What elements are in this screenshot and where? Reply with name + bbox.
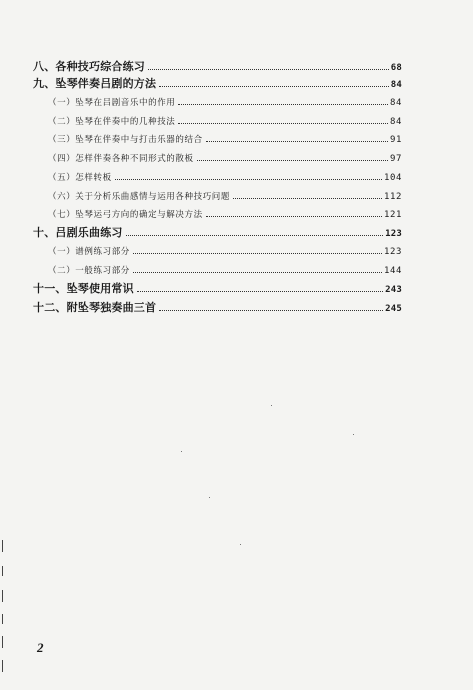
toc-entry-title: （三）坠琴在伴奏中与打击乐器的结合 (48, 135, 203, 145)
toc-entry-page: 84 (389, 117, 402, 127)
toc-entry-title: （五）怎样转板 (48, 173, 112, 183)
dot-leader (159, 85, 389, 87)
scan-speck (353, 434, 354, 435)
toc-entry-title: （二）坠琴在伴奏中的几种技法 (48, 117, 176, 127)
dot-leader (197, 159, 388, 161)
toc-entry-section-9-6 (48, 191, 402, 203)
toc-entry-page: 112 (383, 192, 402, 202)
scan-edge-mark (2, 660, 3, 672)
toc-entry-section-9-5 (48, 172, 402, 184)
toc-entry-chapter-12 (33, 302, 402, 315)
dot-leader (178, 122, 388, 124)
toc-entry-section-9-3 (48, 134, 402, 146)
dot-leader (159, 309, 383, 311)
toc-entry-page: 243 (385, 285, 402, 295)
scan-edge-mark (2, 590, 3, 602)
dot-leader (133, 271, 382, 273)
scan-speck (271, 405, 272, 406)
scan-speck (240, 544, 241, 545)
scan-speck (181, 451, 182, 452)
scan-edge-mark (2, 614, 3, 624)
dot-leader (206, 140, 388, 142)
toc-entry-title: 十一、坠琴使用常识 (33, 282, 134, 295)
toc-entry-title: （七）坠琴运弓方向的确定与解决方法 (48, 210, 203, 220)
toc-entry-section-10-2 (48, 265, 402, 277)
toc-entry-title: 十二、附坠琴独奏曲三首 (33, 301, 157, 314)
toc-entry-page: 97 (389, 154, 402, 164)
dot-leader (126, 234, 384, 236)
scan-edge-mark (2, 540, 3, 552)
toc-entry-title: 九、坠琴伴奏吕剧的方法 (33, 77, 157, 90)
toc-entry-chapter-9 (33, 78, 402, 91)
toc-entry-page: 84 (390, 80, 402, 90)
toc-entry-page: 123 (385, 229, 402, 239)
dot-leader (206, 215, 382, 217)
dot-leader (133, 252, 382, 254)
scan-edge-mark (2, 566, 3, 576)
toc-entry-chapter-10 (33, 227, 402, 240)
toc-entry-section-9-4 (48, 153, 402, 165)
dot-leader (233, 197, 382, 199)
toc-entry-title: （六）关于分析乐曲感情与运用各种技巧问题 (48, 192, 231, 202)
toc-entry-title: 八、各种技巧综合练习 (33, 60, 145, 73)
toc-entry-page: 91 (389, 135, 402, 145)
dot-leader (137, 290, 383, 292)
toc-entry-page: 121 (383, 210, 402, 220)
toc-entry-chapter-11 (33, 283, 402, 296)
dot-leader (148, 68, 389, 70)
scan-speck (209, 497, 210, 498)
toc-entry-page: 123 (383, 247, 402, 257)
toc-entry-title: （二）一般练习部分 (48, 266, 130, 276)
toc-entry-page: 245 (385, 304, 402, 314)
dot-leader (178, 103, 388, 105)
page-number: 2 (37, 640, 44, 655)
toc-entry-title: （一）谱例练习部分 (48, 247, 130, 257)
dot-leader (115, 178, 382, 180)
toc-entry-section-9-2 (48, 116, 402, 128)
scan-edge-mark (2, 636, 3, 648)
toc-entry-page: 68 (390, 63, 402, 73)
toc-entry-section-9-7 (48, 209, 402, 221)
toc-entry-page: 144 (383, 266, 402, 276)
toc-entry-section-10-1 (48, 246, 402, 258)
toc-entry-page: 104 (383, 173, 402, 183)
toc-entry-section-9-1 (48, 97, 402, 109)
toc-entry-title: （一）坠琴在吕剧音乐中的作用 (48, 98, 176, 108)
toc-entry-page: 84 (389, 98, 402, 108)
toc-entry-title: 十、吕剧乐曲练习 (33, 226, 123, 239)
toc-entry-chapter-8 (33, 61, 402, 74)
toc-entry-title: （四）怎样伴奏各种不同形式的散板 (48, 154, 194, 164)
